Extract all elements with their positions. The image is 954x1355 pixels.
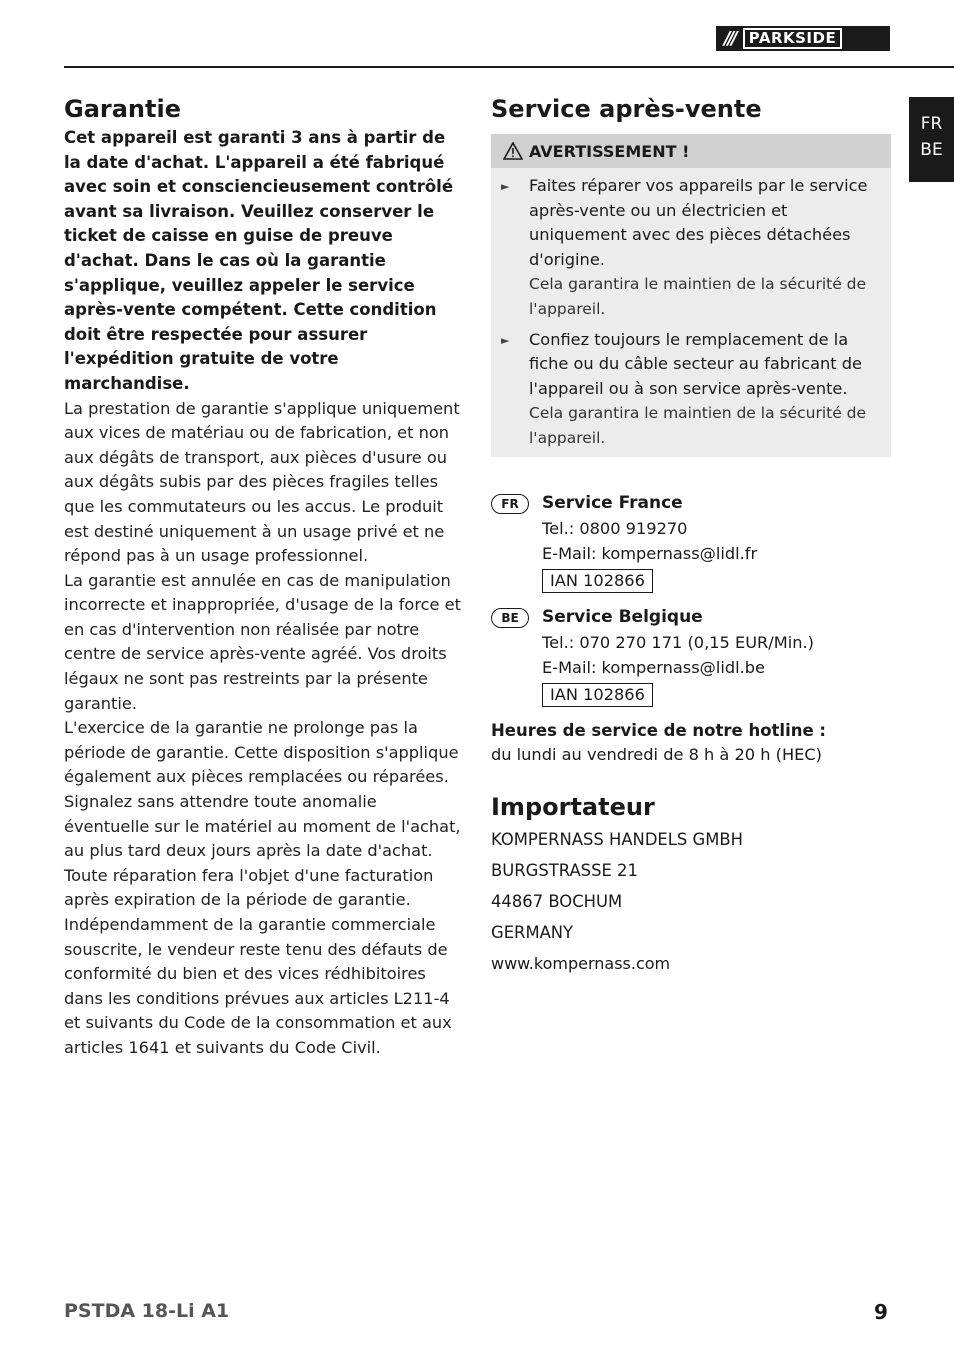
logo-slashes-icon: /// bbox=[724, 28, 735, 49]
garantie-intro: Cet appareil est garanti 3 ans à partir de la date d'achat. L'appareil a été fabriqué avec soin et consciencieusement contrôlé avant sa livraison. Veuillez conserver le ticket de caisse en guise de preuve d'achat. Dans le cas où la garantie s'applique, veuillez appeler le service après-vente compétent. Cette condition doit être respectée pour assurer l'expédition gratuite de votre marchandise. bbox=[64, 128, 454, 393]
service-contact-email: E-Mail: kompernass@lidl.be bbox=[542, 658, 766, 678]
lang-code-fr: FR bbox=[920, 114, 943, 134]
ian-box: IAN 102866 bbox=[542, 683, 653, 707]
country-badge-fr: FR bbox=[491, 494, 529, 514]
warning-item-text: Confiez toujours le remplacement de la fiche ou du câble secteur au fabricant de l'appareil ou à son service après-vente. bbox=[529, 329, 862, 398]
service-contact-fr bbox=[491, 491, 891, 593]
warning-item-text: Faites réparer vos appareils par le service après-vente ou un électricien et uniquement avec des pièces détachées d'origine. bbox=[529, 176, 868, 269]
importer-address-line: KOMPERNASS HANDELS GMBH bbox=[491, 829, 743, 849]
hotline-hours-text: du lundi au vendredi de 8 h à 20 h (HEC) bbox=[491, 745, 822, 765]
service-contact-title: Service France bbox=[542, 492, 683, 513]
service-contact-be bbox=[491, 605, 891, 707]
warning-header bbox=[491, 134, 891, 168]
garantie-title: Garantie bbox=[64, 95, 181, 123]
importer-address-line: BURGSTRASSE 21 bbox=[491, 860, 638, 880]
importer-address-line: GERMANY bbox=[491, 922, 574, 942]
service-contact-tel: Tel.: 070 270 171 (0,15 EUR/Min.) bbox=[542, 632, 814, 652]
ian-box: IAN 102866 bbox=[542, 569, 653, 593]
warning-item bbox=[491, 322, 891, 451]
service-title: Service après-vente bbox=[491, 95, 762, 123]
language-tab bbox=[909, 97, 954, 182]
service-section bbox=[491, 92, 891, 979]
lang-code-be: BE bbox=[920, 140, 943, 160]
garantie-paragraph: La garantie est annulée en cas de manipulation incorrecte et inappropriée, d'usage de la force et en cas d'intervention non réalisée par notre centre de service après-vente agréé. Vos droits légaux ne sont pas restreints par la présente garantie. bbox=[64, 570, 461, 713]
service-contact-title: Service Belgique bbox=[542, 606, 703, 627]
importer-address-line: 44867 BOCHUM bbox=[491, 891, 623, 911]
garantie-section bbox=[64, 92, 466, 1061]
warning-triangle-icon bbox=[503, 142, 523, 160]
service-contact-email: E-Mail: kompernass@lidl.fr bbox=[542, 544, 758, 564]
importer-website: www.kompernass.com bbox=[491, 953, 671, 973]
garantie-paragraph: Signalez sans attendre toute anomalie éventuelle sur le matériel au moment de l'achat, au plus tard deux jours après la date d'achat. Toute réparation fera l'objet d'une facturation après expiration de la période de garantie. bbox=[64, 792, 461, 910]
warning-heading: AVERTISSEMENT ! bbox=[529, 141, 690, 161]
page-number: 9 bbox=[874, 1300, 888, 1324]
hotline-hours-title: Heures de service de notre hotline : bbox=[491, 720, 827, 740]
triangle-bullet-icon: ► bbox=[501, 180, 510, 193]
garantie-paragraph: La prestation de garantie s'applique uniquement aux vices de matériau ou de fabrication, et non aux dégâts de transport, aux pièces d'usure ou aux dégâts subis par des pièces fragiles telles que les commutateurs ou les accus. Le produit est destiné uniquement à un usage privé et ne répond pas à un usage professionnel. bbox=[64, 398, 460, 566]
footer-model: PSTDA 18-Li A1 bbox=[64, 1300, 230, 1322]
importateur-title: Importateur bbox=[491, 792, 655, 821]
garantie-paragraph: Indépendamment de la garantie commerciale souscrite, le vendeur reste tenu des défauts de conformité du bien et des vices rédhibitoires dans les conditions prévues aux articles L211-4 et suivants du Code de la consommation et aux articles 1641 et suivants du Code Civil. bbox=[64, 915, 452, 1057]
service-contact-tel: Tel.: 0800 919270 bbox=[542, 518, 688, 538]
warning-box bbox=[491, 134, 891, 457]
garantie-paragraph: L'exercice de la garantie ne prolonge pas la période de garantie. Cette disposition s'applique également aux pièces remplacées ou réparées. bbox=[64, 718, 459, 787]
header-rule bbox=[64, 66, 954, 68]
parkside-logo bbox=[716, 26, 890, 51]
warning-item-note: Cela garantira le maintien de la sécurité de l'appareil. bbox=[529, 404, 867, 447]
brand-name: PARKSIDE bbox=[743, 28, 842, 49]
warning-item-note: Cela garantira le maintien de la sécurité de l'appareil. bbox=[529, 275, 867, 318]
warning-item bbox=[491, 168, 891, 322]
triangle-bullet-icon: ► bbox=[501, 333, 510, 347]
country-badge-be: BE bbox=[491, 608, 529, 628]
